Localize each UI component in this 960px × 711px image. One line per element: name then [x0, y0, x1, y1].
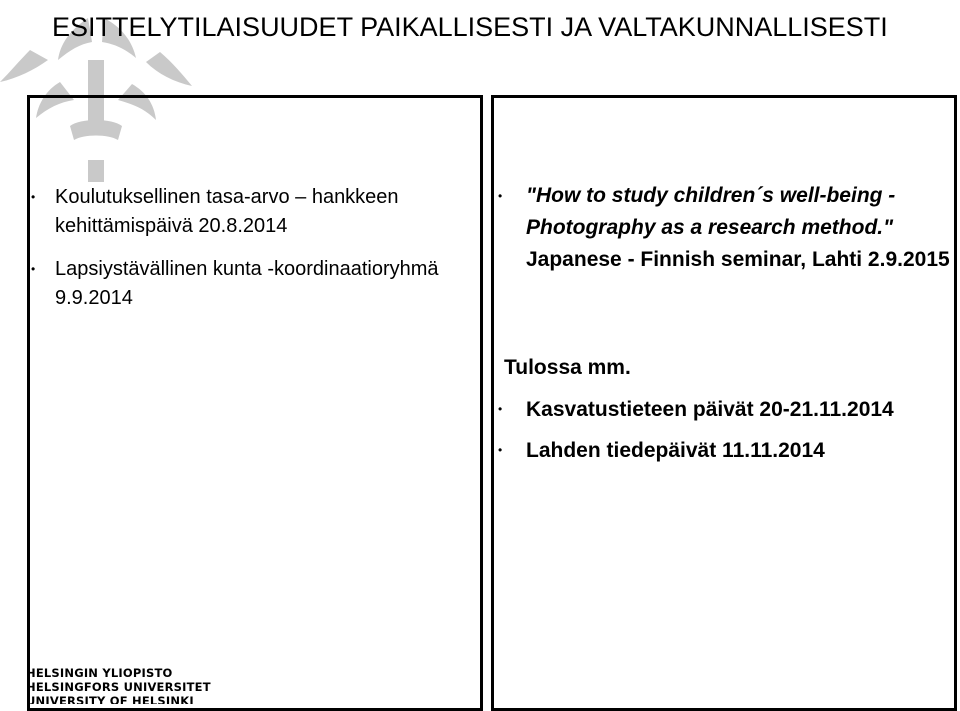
bullet-icon: •: [498, 443, 503, 457]
list-item-text: Lahden tiedepäivät 11.11.2014: [526, 439, 825, 462]
upcoming-heading: Tulossa mm.: [504, 356, 631, 379]
list-item: [498, 180, 953, 276]
page-title: ESITTELYTILAISUUDET PAIKALLISESTI JA VALTAKUNNALLISESTI: [52, 12, 888, 42]
list-item-text: Koulutuksellinen tasa-arvo – hankkeen kehittämispäivä 20.8.2014: [55, 186, 399, 237]
bullet-icon: •: [498, 189, 503, 203]
list-item-text: Lapsiystävällinen kunta -koordinaatioryhmä 9.9.2014: [55, 258, 439, 309]
wordmark-line: HELSINGFORS UNIVERSITET: [26, 680, 211, 694]
bullet-icon: •: [498, 402, 503, 416]
list-item: [31, 255, 461, 313]
university-wordmark: [26, 666, 211, 704]
bullet-icon: •: [31, 190, 36, 204]
list-item: [31, 183, 461, 241]
seminar-details: Japanese - Finnish seminar, Lahti 2.9.2015: [526, 248, 950, 271]
left-bullet-list: [31, 183, 461, 327]
seminar-bullet-list: [498, 180, 953, 276]
wordmark-line: UNIVERSITY OF HELSINKI: [26, 694, 194, 704]
list-item: [498, 435, 953, 466]
bullet-icon: •: [31, 262, 36, 276]
list-item-text: Kasvatustieteen päivät 20-21.11.2014: [526, 398, 894, 421]
wordmark-line: HELSINGIN YLIOPISTO: [26, 666, 173, 680]
seminar-title: "How to study children´s well-being - Photography as a research method.": [526, 184, 896, 239]
upcoming-bullet-list: [498, 394, 953, 476]
list-item: [498, 394, 953, 425]
